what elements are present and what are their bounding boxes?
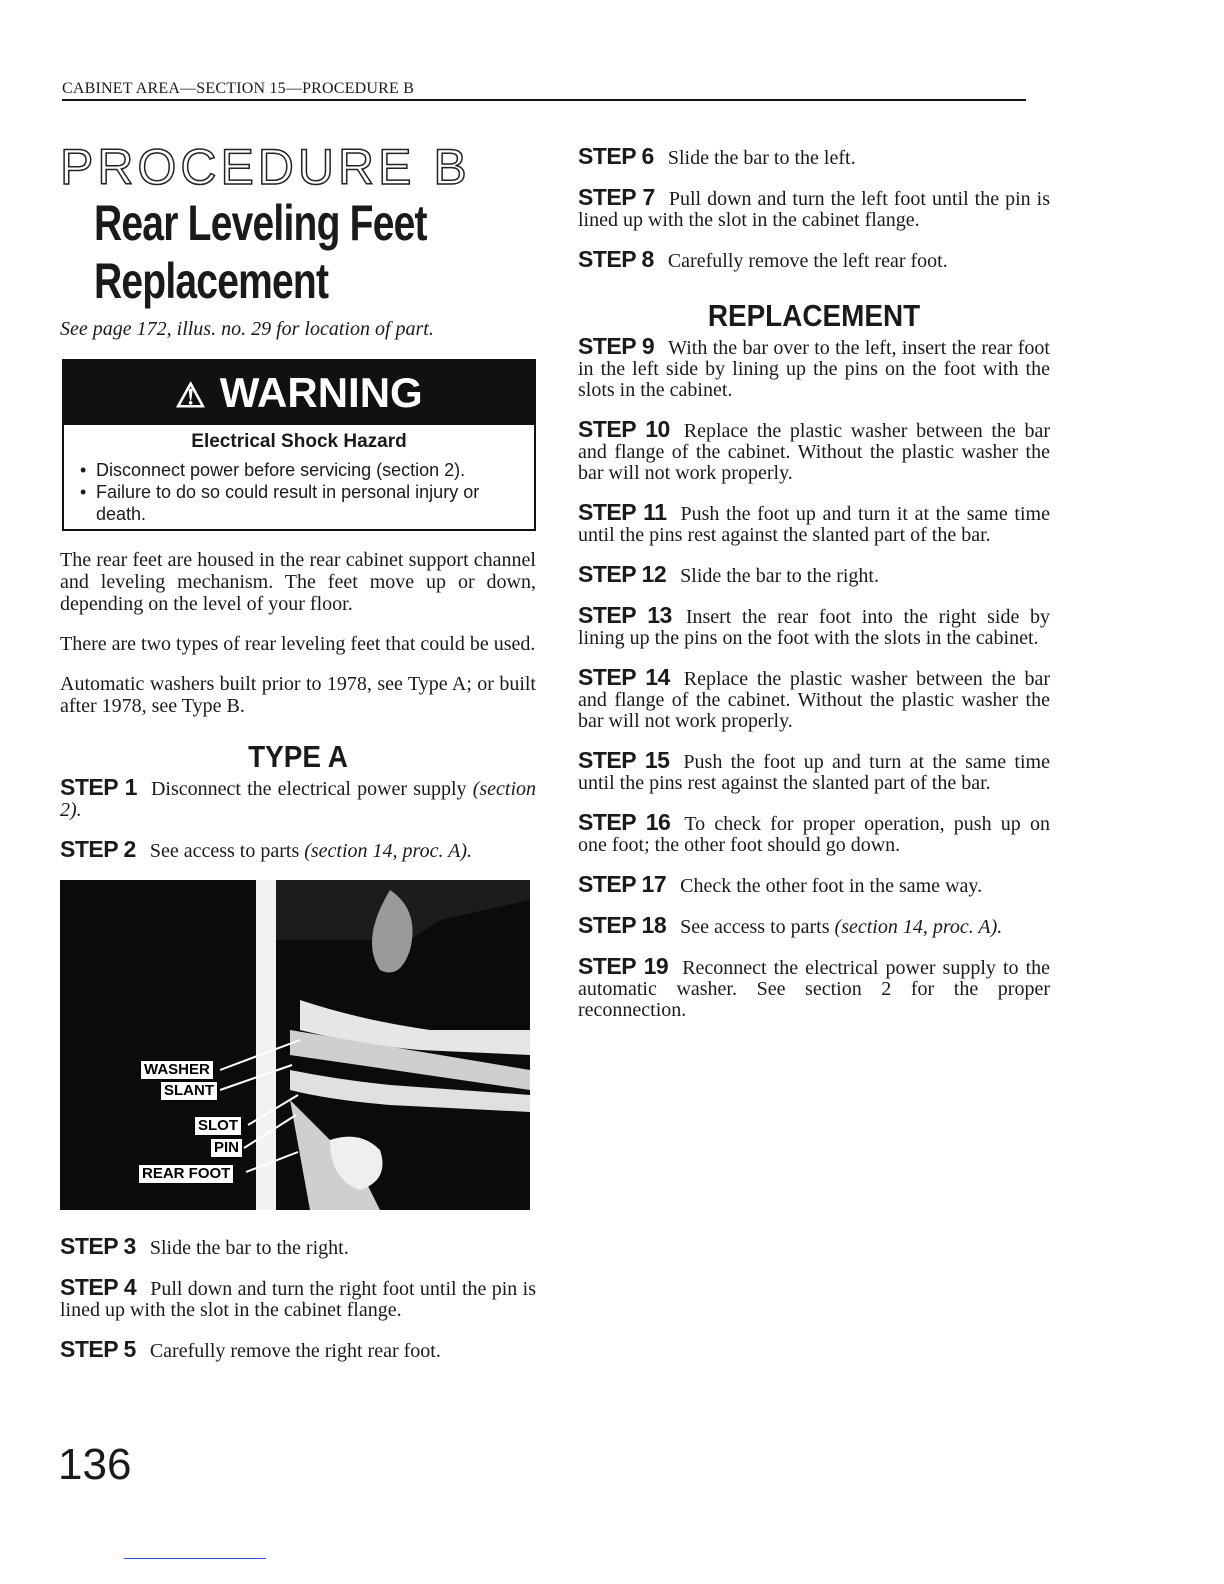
step <box>578 602 1050 649</box>
step-number: STEP 13 <box>578 602 672 628</box>
right-column <box>578 140 1050 1039</box>
step <box>578 953 1050 1021</box>
step-reference: (section 14, proc. A). <box>834 916 1003 938</box>
step-number: STEP 9 <box>578 333 655 359</box>
step-number: STEP 1 <box>60 774 137 800</box>
warning-title: WARNING <box>219 369 423 416</box>
step-number: STEP 8 <box>578 246 654 272</box>
step-reference: (section 2). <box>60 778 536 821</box>
step <box>60 1336 536 1362</box>
page-title-line2: Replacement <box>94 253 329 309</box>
photo-illustration <box>60 880 530 1210</box>
footer-rule <box>124 1558 266 1559</box>
warning-heading <box>64 361 534 425</box>
step-number: STEP 3 <box>60 1233 136 1259</box>
step-number: STEP 18 <box>578 912 667 938</box>
step-text: Disconnect the electrical power supply <box>150 778 467 800</box>
step-text: Replace the plastic washer between the bar and flange of the cabinet. Without the plastic washer the bar will not work properly. <box>578 668 1050 732</box>
step-text: With the bar over to the left, insert the rear foot in the left side by lining up the pins on the foot with the slots in the cabinet. <box>578 337 1050 401</box>
step-text: Push the foot up and turn it at the same time until the pins rest against the slanted part of the bar. <box>578 503 1050 546</box>
slant-label: SLANT <box>160 1081 218 1101</box>
step <box>578 747 1050 794</box>
step <box>60 1233 536 1259</box>
step-text: Check the other foot in the same way. <box>680 875 983 897</box>
warning-box <box>62 359 536 531</box>
step-text: Carefully remove the left rear foot. <box>667 250 948 272</box>
left-column <box>60 140 536 1380</box>
hazard-title: Electrical Shock Hazard <box>191 431 407 452</box>
step <box>578 333 1050 401</box>
step <box>578 499 1050 546</box>
step-number: STEP 17 <box>578 871 667 897</box>
running-header: CABINET AREA—SECTION 15—PROCEDURE B <box>62 80 1026 101</box>
step <box>578 664 1050 732</box>
step-number: STEP 5 <box>60 1336 136 1362</box>
warning-item: • Failure to do so could result in personal injury or death. <box>96 481 522 525</box>
step-text: To check for proper operation, push up on one foot; the other foot should go down. <box>578 813 1050 856</box>
intro-paragraph: There are two types of rear leveling feet that could be used. <box>60 633 536 655</box>
step-number: STEP 6 <box>578 143 654 169</box>
step-number: STEP 15 <box>578 747 670 773</box>
step <box>60 774 536 821</box>
step-text: Slide the bar to the right. <box>149 1237 349 1259</box>
intro-paragraph: The rear feet are housed in the rear cabinet support channel and leveling mechanism. The feet move up or down, depending on the level of your floor. <box>60 549 536 615</box>
step-text: Replace the plastic washer between the bar and flange of the cabinet. Without the plastic washer the bar will not work properly. <box>578 420 1050 484</box>
step-text: See access to parts <box>149 840 300 862</box>
page-number: 136 <box>58 1440 132 1489</box>
rear-foot-photo <box>60 880 530 1210</box>
step-reference: (section 14, proc. A). <box>304 840 472 862</box>
step <box>60 1274 536 1321</box>
warning-list <box>76 459 522 525</box>
step-number: STEP 14 <box>578 664 670 690</box>
step <box>578 561 1050 587</box>
step-text: Pull down and turn the right foot until the pin is lined up with the slot in the cabinet flange. <box>60 1278 536 1321</box>
step <box>578 184 1051 231</box>
step-text: Insert the rear foot into the right side by lining up the pins on the foot with the slots in the cabinet. <box>578 606 1050 649</box>
type-a-heading: TYPE A <box>248 739 348 774</box>
replacement-heading: REPLACEMENT <box>707 298 921 333</box>
page-title-line1: Rear Leveling Feet <box>94 195 427 251</box>
pin-label: PIN <box>210 1138 243 1158</box>
rear-foot-label: REAR FOOT <box>138 1164 234 1184</box>
step-text: Pull down and turn the left foot until the pin is lined up with the slot in the cabinet flange. <box>578 188 1051 231</box>
step-number: STEP 11 <box>578 499 667 525</box>
step <box>578 809 1050 856</box>
step <box>578 246 1050 272</box>
step-text: Reconnect the electrical power supply to the automatic washer. See section 2 for the proper reconnection. <box>578 957 1050 1021</box>
part-location-reference: See page 172, illus. no. 29 for location of part. <box>60 318 434 340</box>
step-text: Slide the bar to the right. <box>680 565 879 587</box>
step-number: STEP 4 <box>60 1274 137 1300</box>
step-text: Carefully remove the right rear foot. <box>149 1340 441 1362</box>
step-text: Push the foot up and turn at the same time until the pins rest against the slanted part of the bar. <box>578 751 1050 794</box>
warning-item: • Disconnect power before servicing (section 2). <box>96 459 522 481</box>
step-number: STEP 19 <box>578 953 669 979</box>
step <box>578 912 1050 938</box>
intro-paragraph: Automatic washers built prior to 1978, see Type A; or built after 1978, see Type B. <box>60 673 536 717</box>
step-number: STEP 12 <box>578 561 667 587</box>
step <box>60 836 536 862</box>
step <box>578 871 1050 897</box>
step-number: STEP 10 <box>578 416 670 442</box>
step-number: STEP 7 <box>578 184 655 210</box>
step-text: See access to parts <box>680 916 830 938</box>
step-number: STEP 16 <box>578 809 671 835</box>
slot-label: SLOT <box>194 1116 242 1136</box>
step-text: Slide the bar to the left. <box>667 147 856 169</box>
step <box>578 416 1050 484</box>
warning-body <box>64 425 534 529</box>
step-number: STEP 2 <box>60 836 136 862</box>
procedure-label: PROCEDURE B <box>60 139 471 195</box>
warning-triangle-icon: ⚠ <box>175 377 206 415</box>
washer-label: WASHER <box>140 1060 214 1080</box>
step <box>578 143 1050 169</box>
